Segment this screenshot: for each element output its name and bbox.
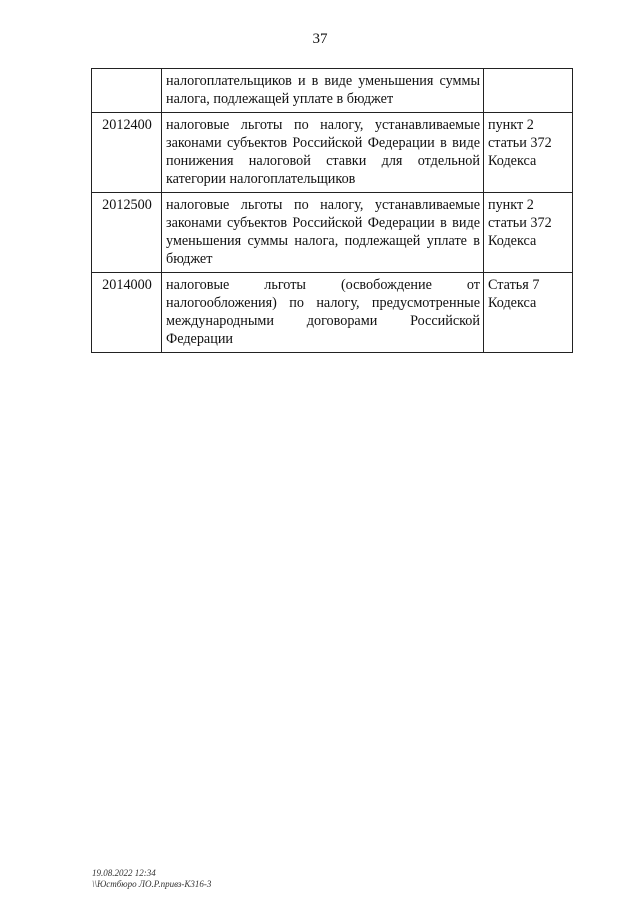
footer-file-path: \\Юстбюро ЛО.Р.привз-К316-3 [92,879,212,889]
row-reference [484,69,573,113]
table-row [92,113,573,193]
row-reference: пункт 2 статьи 372 Кодекса [484,113,573,193]
row-reference: Статья 7 Кодекса [484,273,573,353]
row-code: 2014000 [92,273,162,353]
page-number: 37 [312,31,328,47]
row-code: 2012500 [92,193,162,273]
row-description: налоговые льготы по налогу, устанавливаемые законами субъектов Российской Федерации в виде понижения налоговой ставки для отдельной категории налогоплательщиков [162,113,484,193]
tax-benefit-codes-table [91,68,573,353]
row-description: налогоплательщиков и в виде уменьшения суммы налога, подлежащей уплате в бюджет [162,69,484,113]
footer-timestamp: 19.08.2022 12:34 [92,868,156,878]
row-code [92,69,162,113]
row-description: налоговые льготы (освобождение от налогообложения) по налогу, предусмотренные международными договорами Российской Федерации [162,273,484,353]
row-reference: пункт 2 статьи 372 Кодекса [484,193,573,273]
document-footer [92,868,211,890]
table-row [92,193,573,273]
table-row [92,273,573,353]
row-code: 2012400 [92,113,162,193]
row-description: налоговые льготы по налогу, устанавливаемые законами субъектов Российской Федерации в виде уменьшения суммы налога, подлежащей уплате в бюджет [162,193,484,273]
table-row [92,69,573,113]
